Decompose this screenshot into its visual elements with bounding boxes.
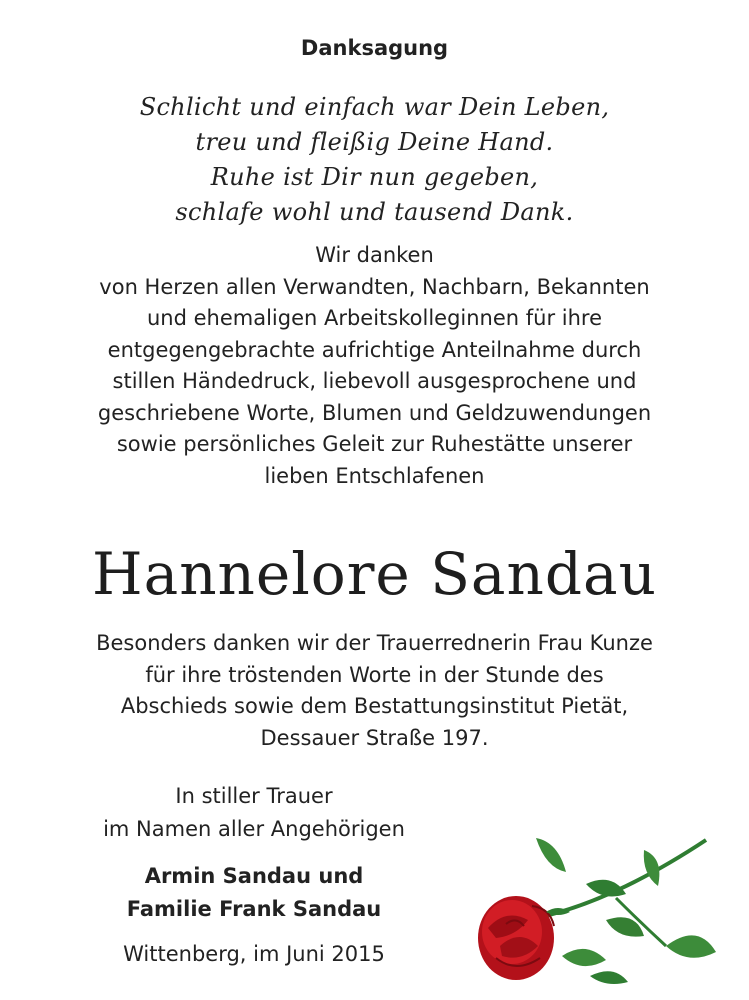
red-rose-icon [466, 828, 726, 988]
thanks-line: Wir danken [315, 243, 434, 267]
poem-line: schlafe wohl und tausend Dank. [175, 198, 574, 226]
poem-line: Schlicht und einfach war Dein Leben, [139, 93, 610, 121]
family-names [44, 860, 464, 926]
heading: Danksagung [300, 36, 449, 60]
special-thanks [8, 628, 741, 754]
thanks-line: und ehemaligen Arbeitskolleginnen für ihre [146, 306, 603, 330]
place-date: Wittenberg, im Juni 2015 [123, 942, 385, 966]
family-line: Familie Frank Sandau [126, 897, 382, 921]
poem-line: Ruhe ist Dir nun gegeben, [210, 163, 539, 191]
poem [8, 90, 741, 230]
mourning-line: In stiller Trauer [175, 784, 333, 808]
special-thanks-line: Abschieds sowie dem Bestattungsinstitut Pietät, [120, 694, 629, 718]
deceased-name: Hannelore Sandau [92, 540, 657, 608]
thanks-line: sowie persönliches Geleit zur Ruhestätte unserer [116, 432, 633, 456]
thanks-line: geschriebene Worte, Blumen und Geldzuwendungen [97, 400, 652, 425]
special-thanks-line: für ihre tröstenden Worte in der Stunde des [145, 662, 604, 687]
special-thanks-line: Dessauer Straße 197. [260, 725, 489, 750]
thanks-line: entgegengebrachte aufrichtige Anteilnahme durch [107, 337, 642, 362]
poem-line: treu und fleißig Deine Hand. [195, 128, 554, 156]
thanks-line: stillen Händedruck, liebevoll ausgesprochene und [112, 369, 637, 393]
thanks-line: lieben Entschlafenen [264, 463, 485, 488]
special-thanks-line: Besonders danken wir der Trauerrednerin Frau Kunze [96, 631, 653, 655]
family-line: Armin Sandau und [144, 864, 364, 888]
thanks-text [8, 240, 741, 492]
mourning-text [44, 780, 464, 846]
thanks-line: von Herzen allen Verwandten, Nachbarn, Bekannten [99, 274, 650, 299]
mourning-line: im Namen aller Angehörigen [103, 817, 405, 841]
